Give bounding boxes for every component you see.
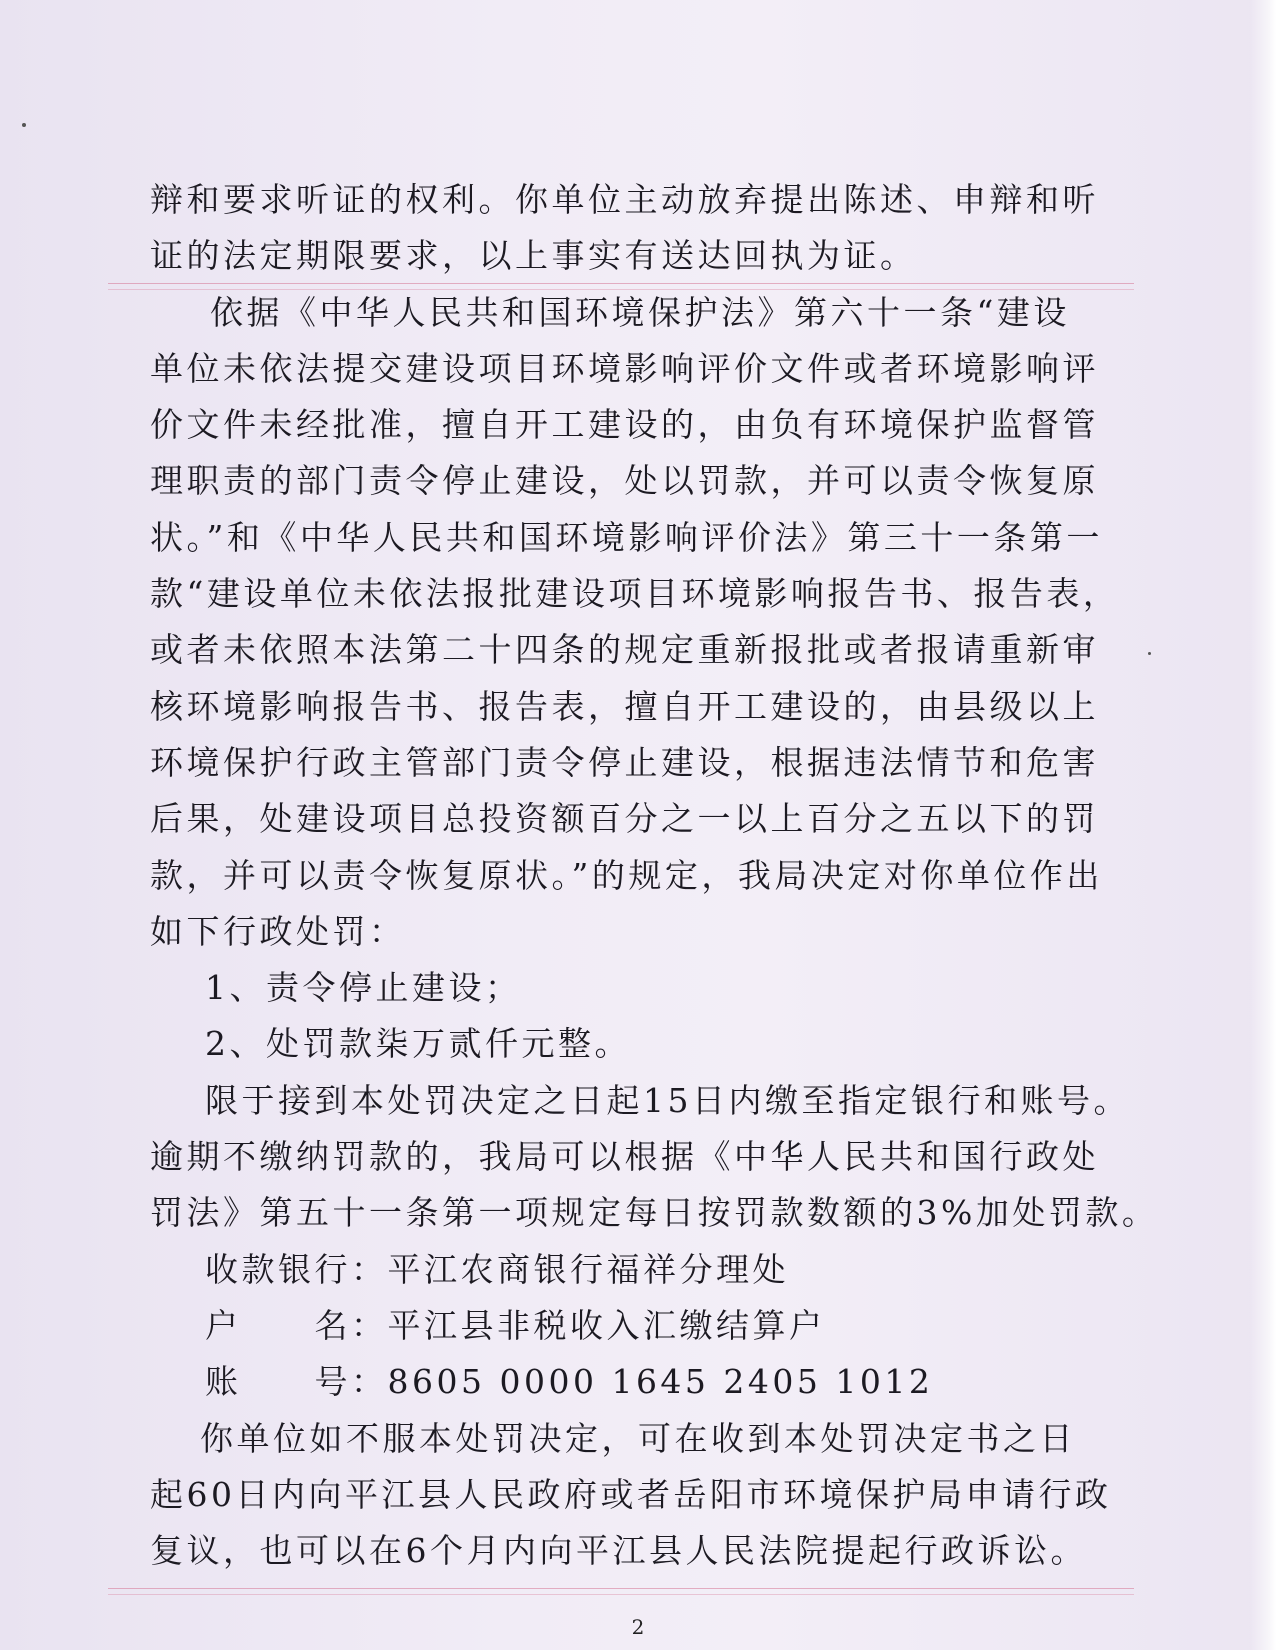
text-line: 或者未依照本法第二十四条的规定重新报批或者报请重新审	[150, 630, 1099, 670]
text-line: 1、责令停止建设；	[205, 968, 522, 1008]
text-line: 理职责的部门责令停止建设，处以罚款，并可以责令恢复原	[150, 461, 1099, 501]
text-line: 户 名：平江县非税收入汇缴结算户	[205, 1305, 826, 1345]
text-line: 款，并可以责令恢复原状。”的规定，我局决定对你单位作出	[150, 855, 1103, 895]
text-line: 状。”和《中华人民共和国环境影响评价法》第三十一条第一	[150, 517, 1103, 557]
text-line: 依据《中华人民共和国环境保护法》第六十一条“建设	[210, 292, 1070, 332]
text-line: 罚法》第五十一条第一项规定每日按罚款数额的3%加处罚款。	[150, 1193, 1159, 1233]
document-body	[150, 172, 1160, 1579]
text-line: 核环境影响报告书、报告表，擅自开工建设的，由县级以上	[150, 686, 1099, 726]
text-line: 环境保护行政主管部门责令停止建设，根据违法情节和危害	[150, 742, 1099, 782]
page-number: 2	[631, 1615, 645, 1639]
text-line: 单位未依法提交建设项目环境影响评价文件或者环境影响评	[150, 348, 1099, 388]
text-line: 限于接到本处罚决定之日起15日内缴至指定银行和账号。	[205, 1080, 1130, 1120]
text-line: 如下行政处罚：	[150, 911, 406, 951]
text-line: 逾期不缴纳罚款的，我局可以根据《中华人民共和国行政处	[150, 1137, 1099, 1177]
text-line: 价文件未经批准，擅自开工建设的，由负有环境保护监督管	[150, 405, 1099, 445]
footer-rule	[108, 1588, 1134, 1595]
text-line: 复议，也可以在6个月内向平江县人民法院提起行政诉讼。	[150, 1531, 1087, 1571]
text-line: 你单位如不服本处罚决定，可在收到本处罚决定书之日	[200, 1418, 1076, 1458]
text-line: 辩和要求听证的权利。你单位主动放弃提出陈述、申辩和听	[150, 180, 1099, 219]
page-edge	[1250, 0, 1276, 1650]
text-line: 后果，处建设项目总投资额百分之一以上百分之五以下的罚	[150, 799, 1099, 839]
text-line: 2、处罚款柒万贰仟元整。	[205, 1024, 631, 1064]
text-line: 款“建设单位未依法报批建设项目环境影响报告书、报告表，	[150, 574, 1120, 614]
text-line: 账 号：8605 0000 1645 2405 1012	[205, 1362, 934, 1402]
text-line: 证的法定期限要求，以上事实有送达回执为证。	[150, 236, 917, 276]
text-line: 收款银行：平江农商银行福祥分理处	[205, 1249, 789, 1289]
text-line: 起60日内向平江县人民政府或者岳阳市环境保护局申请行政	[150, 1474, 1112, 1514]
scan-speck	[22, 123, 26, 127]
